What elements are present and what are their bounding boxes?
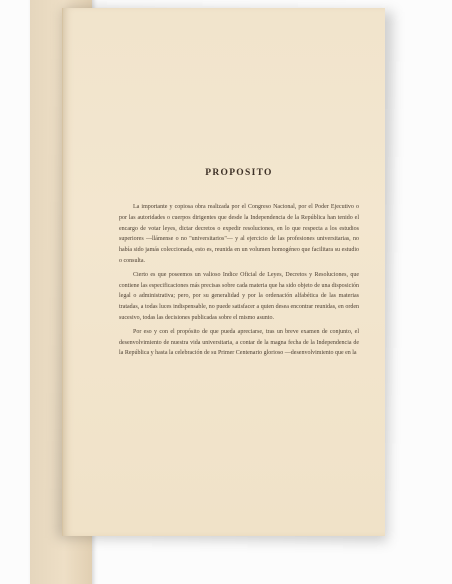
paragraph-1: La importante y copiosa obra realizada por el Congreso Nacional, por el Poder Ejecutivo o por las autoridades o cuerpos dirigentes que desde la Independencia de la República han tenido el encargo de votar leyes, dictar decretos o expedir resoluciones, en lo que respecta a los estudios superiores —llámense o no "universitarios"— y al ejercicio de las profesiones universitarias, no había sido jamás coleccionada, esto es, reunida en un volumen homogéneo que facilitara su estudio o consulta. (119, 204, 359, 264)
book-page (62, 8, 385, 536)
paragraph-3: Por eso y con el propósito de que pueda apreciarse, tras un breve examen de conjunto, el desenvolvimiento de nuestra vida universitaria, a contar de la magna fecha de la Independencia de la República y hasta la celebración de su Primer Centenario glorioso —desenvolvimiento que en la (119, 328, 359, 357)
page-text-block (119, 168, 359, 362)
paragraph-2: Cierto es que poseemos un valioso Indice Oficial de Leyes, Decretos y Resoluciones, que contiene las especificaciones más precisas sobre cada materia que ha sido objeto de una disposición legal o administrativa; pero, por su generalidad y por la ordenación alfabética de las materias tratadas, a todas luces indispensable, no puede satisfacer a quien desea encontrar reunidas, en orden sucesivo, todas las decisiones publicadas sobre el mismo asunto. (119, 271, 359, 321)
page-heading: PROPOSITO (205, 168, 273, 178)
